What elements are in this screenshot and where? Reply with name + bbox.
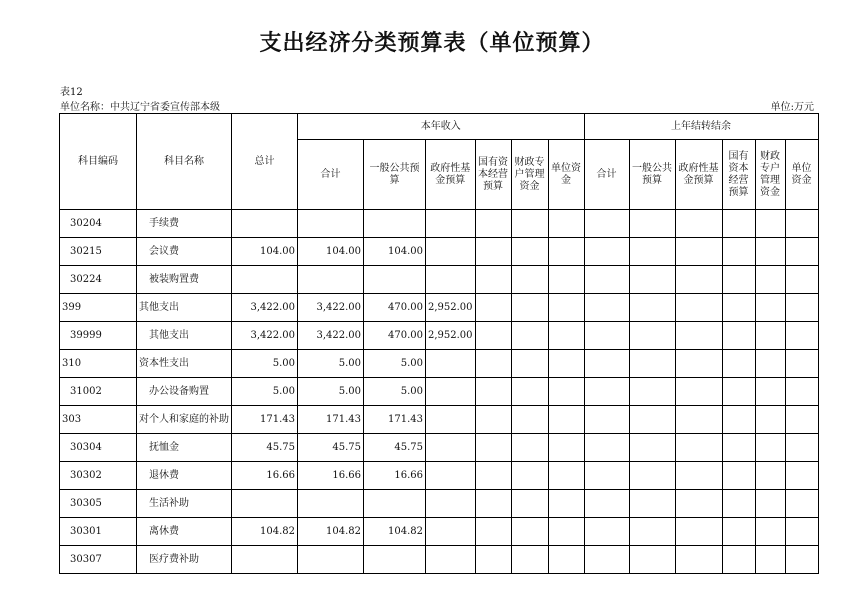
- row-empty-cell: [785, 490, 818, 518]
- row-current-sum: 171.43: [298, 406, 364, 434]
- row-current-sum: 3,422.00: [298, 322, 364, 350]
- row-empty-cell: [475, 350, 511, 378]
- row-empty-cell: [584, 406, 629, 434]
- row-total: [232, 546, 298, 574]
- row-empty-cell: [584, 518, 629, 546]
- row-empty-cell: [722, 378, 755, 406]
- budget-table: [59, 113, 819, 574]
- row-empty-cell: [629, 210, 675, 238]
- row-current-sum: 104.82: [298, 518, 364, 546]
- header-current-general: 一般公共预算: [364, 140, 426, 210]
- row-empty-cell: [675, 546, 722, 574]
- row-empty-cell: [475, 546, 511, 574]
- row-empty-cell: [785, 434, 818, 462]
- row-empty-cell: [675, 210, 722, 238]
- row-empty-cell: [785, 322, 818, 350]
- row-empty-cell: [475, 322, 511, 350]
- row-total: 104.00: [232, 238, 298, 266]
- header-total: 总计: [232, 114, 298, 210]
- row-name: 手续费: [137, 210, 232, 238]
- row-current-fund: [426, 238, 476, 266]
- row-empty-cell: [548, 518, 584, 546]
- row-empty-cell: [785, 378, 818, 406]
- row-empty-cell: [475, 490, 511, 518]
- row-name: 生活补助: [137, 490, 232, 518]
- row-empty-cell: [629, 294, 675, 322]
- row-empty-cell: [475, 238, 511, 266]
- row-empty-cell: [548, 434, 584, 462]
- row-empty-cell: [755, 406, 785, 434]
- row-code: 310: [60, 350, 137, 378]
- row-empty-cell: [755, 378, 785, 406]
- row-code: 39999: [60, 322, 137, 350]
- row-code: 30224: [60, 266, 137, 294]
- row-name: 资本性支出: [137, 350, 232, 378]
- row-empty-cell: [629, 518, 675, 546]
- header-current-income: 本年收入: [298, 114, 585, 140]
- row-empty-cell: [511, 238, 548, 266]
- row-empty-cell: [785, 294, 818, 322]
- row-empty-cell: [629, 546, 675, 574]
- header-current-state-capital: 国有资本经营预算: [475, 140, 511, 210]
- row-current-general: 470.00: [364, 294, 426, 322]
- row-total: 5.00: [232, 350, 298, 378]
- row-empty-cell: [475, 462, 511, 490]
- row-empty-cell: [629, 490, 675, 518]
- row-current-general: 45.75: [364, 434, 426, 462]
- row-empty-cell: [511, 546, 548, 574]
- row-total: [232, 266, 298, 294]
- table-row: [60, 294, 819, 322]
- row-empty-cell: [475, 406, 511, 434]
- row-empty-cell: [755, 462, 785, 490]
- row-empty-cell: [675, 378, 722, 406]
- row-empty-cell: [584, 238, 629, 266]
- row-empty-cell: [785, 350, 818, 378]
- row-empty-cell: [548, 406, 584, 434]
- table-row: [60, 210, 819, 238]
- row-current-sum: [298, 546, 364, 574]
- row-empty-cell: [548, 378, 584, 406]
- row-current-fund: [426, 546, 476, 574]
- row-empty-cell: [755, 546, 785, 574]
- row-empty-cell: [722, 238, 755, 266]
- row-current-sum: 5.00: [298, 378, 364, 406]
- row-empty-cell: [548, 322, 584, 350]
- row-empty-cell: [475, 266, 511, 294]
- row-empty-cell: [722, 266, 755, 294]
- row-code: 30215: [60, 238, 137, 266]
- table-number: 表12: [60, 87, 83, 98]
- row-empty-cell: [629, 238, 675, 266]
- row-empty-cell: [584, 266, 629, 294]
- table-row: [60, 462, 819, 490]
- row-current-general: [364, 490, 426, 518]
- row-empty-cell: [785, 518, 818, 546]
- row-name: 被装购置费: [137, 266, 232, 294]
- row-empty-cell: [584, 322, 629, 350]
- row-empty-cell: [755, 350, 785, 378]
- header-prior-fund: 政府性基金预算: [675, 140, 722, 210]
- row-empty-cell: [584, 462, 629, 490]
- row-total: 5.00: [232, 378, 298, 406]
- header-current-unit-funds: 单位资金: [548, 140, 584, 210]
- row-empty-cell: [722, 490, 755, 518]
- row-empty-cell: [511, 462, 548, 490]
- row-current-sum: 104.00: [298, 238, 364, 266]
- row-empty-cell: [675, 518, 722, 546]
- row-total: 3,422.00: [232, 322, 298, 350]
- row-empty-cell: [475, 210, 511, 238]
- row-name: 抚恤金: [137, 434, 232, 462]
- header-prior-unit-funds: 单位资金: [785, 140, 818, 210]
- row-empty-cell: [755, 266, 785, 294]
- row-current-sum: 45.75: [298, 434, 364, 462]
- row-total: 3,422.00: [232, 294, 298, 322]
- row-current-general: 5.00: [364, 378, 426, 406]
- header-current-special-account: 财政专户管理资金: [511, 140, 548, 210]
- row-current-sum: 3,422.00: [298, 294, 364, 322]
- row-empty-cell: [722, 434, 755, 462]
- row-current-general: 470.00: [364, 322, 426, 350]
- row-current-fund: [426, 490, 476, 518]
- row-empty-cell: [511, 406, 548, 434]
- row-empty-cell: [511, 490, 548, 518]
- row-empty-cell: [785, 546, 818, 574]
- table-row: [60, 266, 819, 294]
- row-total: 104.82: [232, 518, 298, 546]
- row-empty-cell: [511, 210, 548, 238]
- row-code: 30204: [60, 210, 137, 238]
- row-current-sum: 16.66: [298, 462, 364, 490]
- row-code: 30307: [60, 546, 137, 574]
- row-current-general: [364, 210, 426, 238]
- row-name: 离休费: [137, 518, 232, 546]
- row-current-fund: [426, 210, 476, 238]
- header-current-fund: 政府性基金预算: [426, 140, 476, 210]
- table-row: [60, 322, 819, 350]
- row-empty-cell: [511, 294, 548, 322]
- table-row: [60, 490, 819, 518]
- row-current-general: [364, 546, 426, 574]
- row-current-fund: 2,952.00: [426, 322, 476, 350]
- row-current-fund: [426, 266, 476, 294]
- header-prior-state-capital: 国有资本经营预算: [722, 140, 755, 210]
- row-empty-cell: [548, 350, 584, 378]
- table-body: [60, 210, 819, 574]
- row-empty-cell: [548, 462, 584, 490]
- row-current-general: 16.66: [364, 462, 426, 490]
- row-empty-cell: [785, 238, 818, 266]
- table-row: [60, 378, 819, 406]
- row-total: 16.66: [232, 462, 298, 490]
- row-empty-cell: [785, 266, 818, 294]
- table-row: [60, 406, 819, 434]
- row-empty-cell: [755, 490, 785, 518]
- row-empty-cell: [722, 406, 755, 434]
- row-current-sum: 5.00: [298, 350, 364, 378]
- header-prior-special-account: 财政专户管理资金: [755, 140, 785, 210]
- row-current-general: 104.82: [364, 518, 426, 546]
- row-empty-cell: [675, 406, 722, 434]
- header-prior-carryover: 上年结转结余: [584, 114, 818, 140]
- row-empty-cell: [675, 294, 722, 322]
- row-empty-cell: [511, 434, 548, 462]
- row-total: 171.43: [232, 406, 298, 434]
- row-current-fund: [426, 518, 476, 546]
- row-empty-cell: [629, 406, 675, 434]
- row-code: 30301: [60, 518, 137, 546]
- row-name: 办公设备购置: [137, 378, 232, 406]
- row-current-fund: 2,952.00: [426, 294, 476, 322]
- row-empty-cell: [722, 462, 755, 490]
- row-total: 45.75: [232, 434, 298, 462]
- row-code: 30305: [60, 490, 137, 518]
- row-empty-cell: [675, 238, 722, 266]
- row-empty-cell: [475, 294, 511, 322]
- row-empty-cell: [722, 322, 755, 350]
- row-empty-cell: [755, 322, 785, 350]
- document-title: 支出经济分类预算表（单位预算）: [259, 31, 605, 56]
- row-empty-cell: [675, 490, 722, 518]
- row-empty-cell: [548, 238, 584, 266]
- row-empty-cell: [548, 546, 584, 574]
- row-empty-cell: [511, 266, 548, 294]
- row-current-fund: [426, 406, 476, 434]
- row-empty-cell: [629, 350, 675, 378]
- row-empty-cell: [584, 546, 629, 574]
- row-empty-cell: [584, 434, 629, 462]
- row-empty-cell: [785, 462, 818, 490]
- row-empty-cell: [675, 350, 722, 378]
- header-code: 科目编码: [60, 114, 137, 210]
- row-current-general: 5.00: [364, 350, 426, 378]
- row-empty-cell: [548, 266, 584, 294]
- row-empty-cell: [584, 490, 629, 518]
- row-total: [232, 210, 298, 238]
- row-empty-cell: [755, 518, 785, 546]
- row-name: 其他支出: [137, 294, 232, 322]
- table-row: [60, 518, 819, 546]
- unit-measure: 单位:万元: [770, 102, 814, 113]
- row-code: 30302: [60, 462, 137, 490]
- row-current-fund: [426, 378, 476, 406]
- row-empty-cell: [675, 434, 722, 462]
- row-empty-cell: [475, 378, 511, 406]
- header-current-sum: 合计: [298, 140, 364, 210]
- row-empty-cell: [584, 378, 629, 406]
- row-empty-cell: [629, 266, 675, 294]
- row-empty-cell: [584, 350, 629, 378]
- row-empty-cell: [511, 350, 548, 378]
- row-current-general: 171.43: [364, 406, 426, 434]
- row-empty-cell: [722, 350, 755, 378]
- row-empty-cell: [722, 518, 755, 546]
- row-empty-cell: [511, 322, 548, 350]
- row-empty-cell: [548, 294, 584, 322]
- row-empty-cell: [511, 378, 548, 406]
- row-empty-cell: [511, 518, 548, 546]
- row-empty-cell: [675, 266, 722, 294]
- table-row: [60, 238, 819, 266]
- row-empty-cell: [629, 378, 675, 406]
- row-empty-cell: [722, 546, 755, 574]
- header-name: 科目名称: [137, 114, 232, 210]
- header-prior-general: 一般公共预算: [629, 140, 675, 210]
- row-current-fund: [426, 350, 476, 378]
- row-name: 医疗费补助: [137, 546, 232, 574]
- row-empty-cell: [675, 462, 722, 490]
- row-empty-cell: [629, 434, 675, 462]
- row-code: 303: [60, 406, 137, 434]
- row-empty-cell: [584, 294, 629, 322]
- row-name: 会议费: [137, 238, 232, 266]
- row-current-general: 104.00: [364, 238, 426, 266]
- row-code: 399: [60, 294, 137, 322]
- row-empty-cell: [548, 490, 584, 518]
- row-name: 其他支出: [137, 322, 232, 350]
- row-empty-cell: [755, 238, 785, 266]
- row-current-fund: [426, 462, 476, 490]
- row-empty-cell: [755, 210, 785, 238]
- table-row: [60, 546, 819, 574]
- row-name: 对个人和家庭的补助: [137, 406, 232, 434]
- row-code: 31002: [60, 378, 137, 406]
- row-current-sum: [298, 266, 364, 294]
- row-empty-cell: [785, 406, 818, 434]
- row-empty-cell: [548, 210, 584, 238]
- row-empty-cell: [755, 294, 785, 322]
- row-empty-cell: [722, 210, 755, 238]
- row-name: 退休费: [137, 462, 232, 490]
- row-empty-cell: [629, 322, 675, 350]
- table-row: [60, 350, 819, 378]
- row-code: 30304: [60, 434, 137, 462]
- row-empty-cell: [584, 210, 629, 238]
- row-empty-cell: [475, 434, 511, 462]
- row-current-fund: [426, 434, 476, 462]
- row-empty-cell: [629, 462, 675, 490]
- row-current-sum: [298, 210, 364, 238]
- row-empty-cell: [475, 518, 511, 546]
- row-empty-cell: [675, 322, 722, 350]
- table-row: [60, 434, 819, 462]
- header-prior-sum: 合计: [584, 140, 629, 210]
- row-current-sum: [298, 490, 364, 518]
- row-current-general: [364, 266, 426, 294]
- row-empty-cell: [785, 210, 818, 238]
- row-total: [232, 490, 298, 518]
- row-empty-cell: [722, 294, 755, 322]
- unit-name: 单位名称：中共辽宁省委宣传部本级: [60, 102, 220, 113]
- row-empty-cell: [755, 434, 785, 462]
